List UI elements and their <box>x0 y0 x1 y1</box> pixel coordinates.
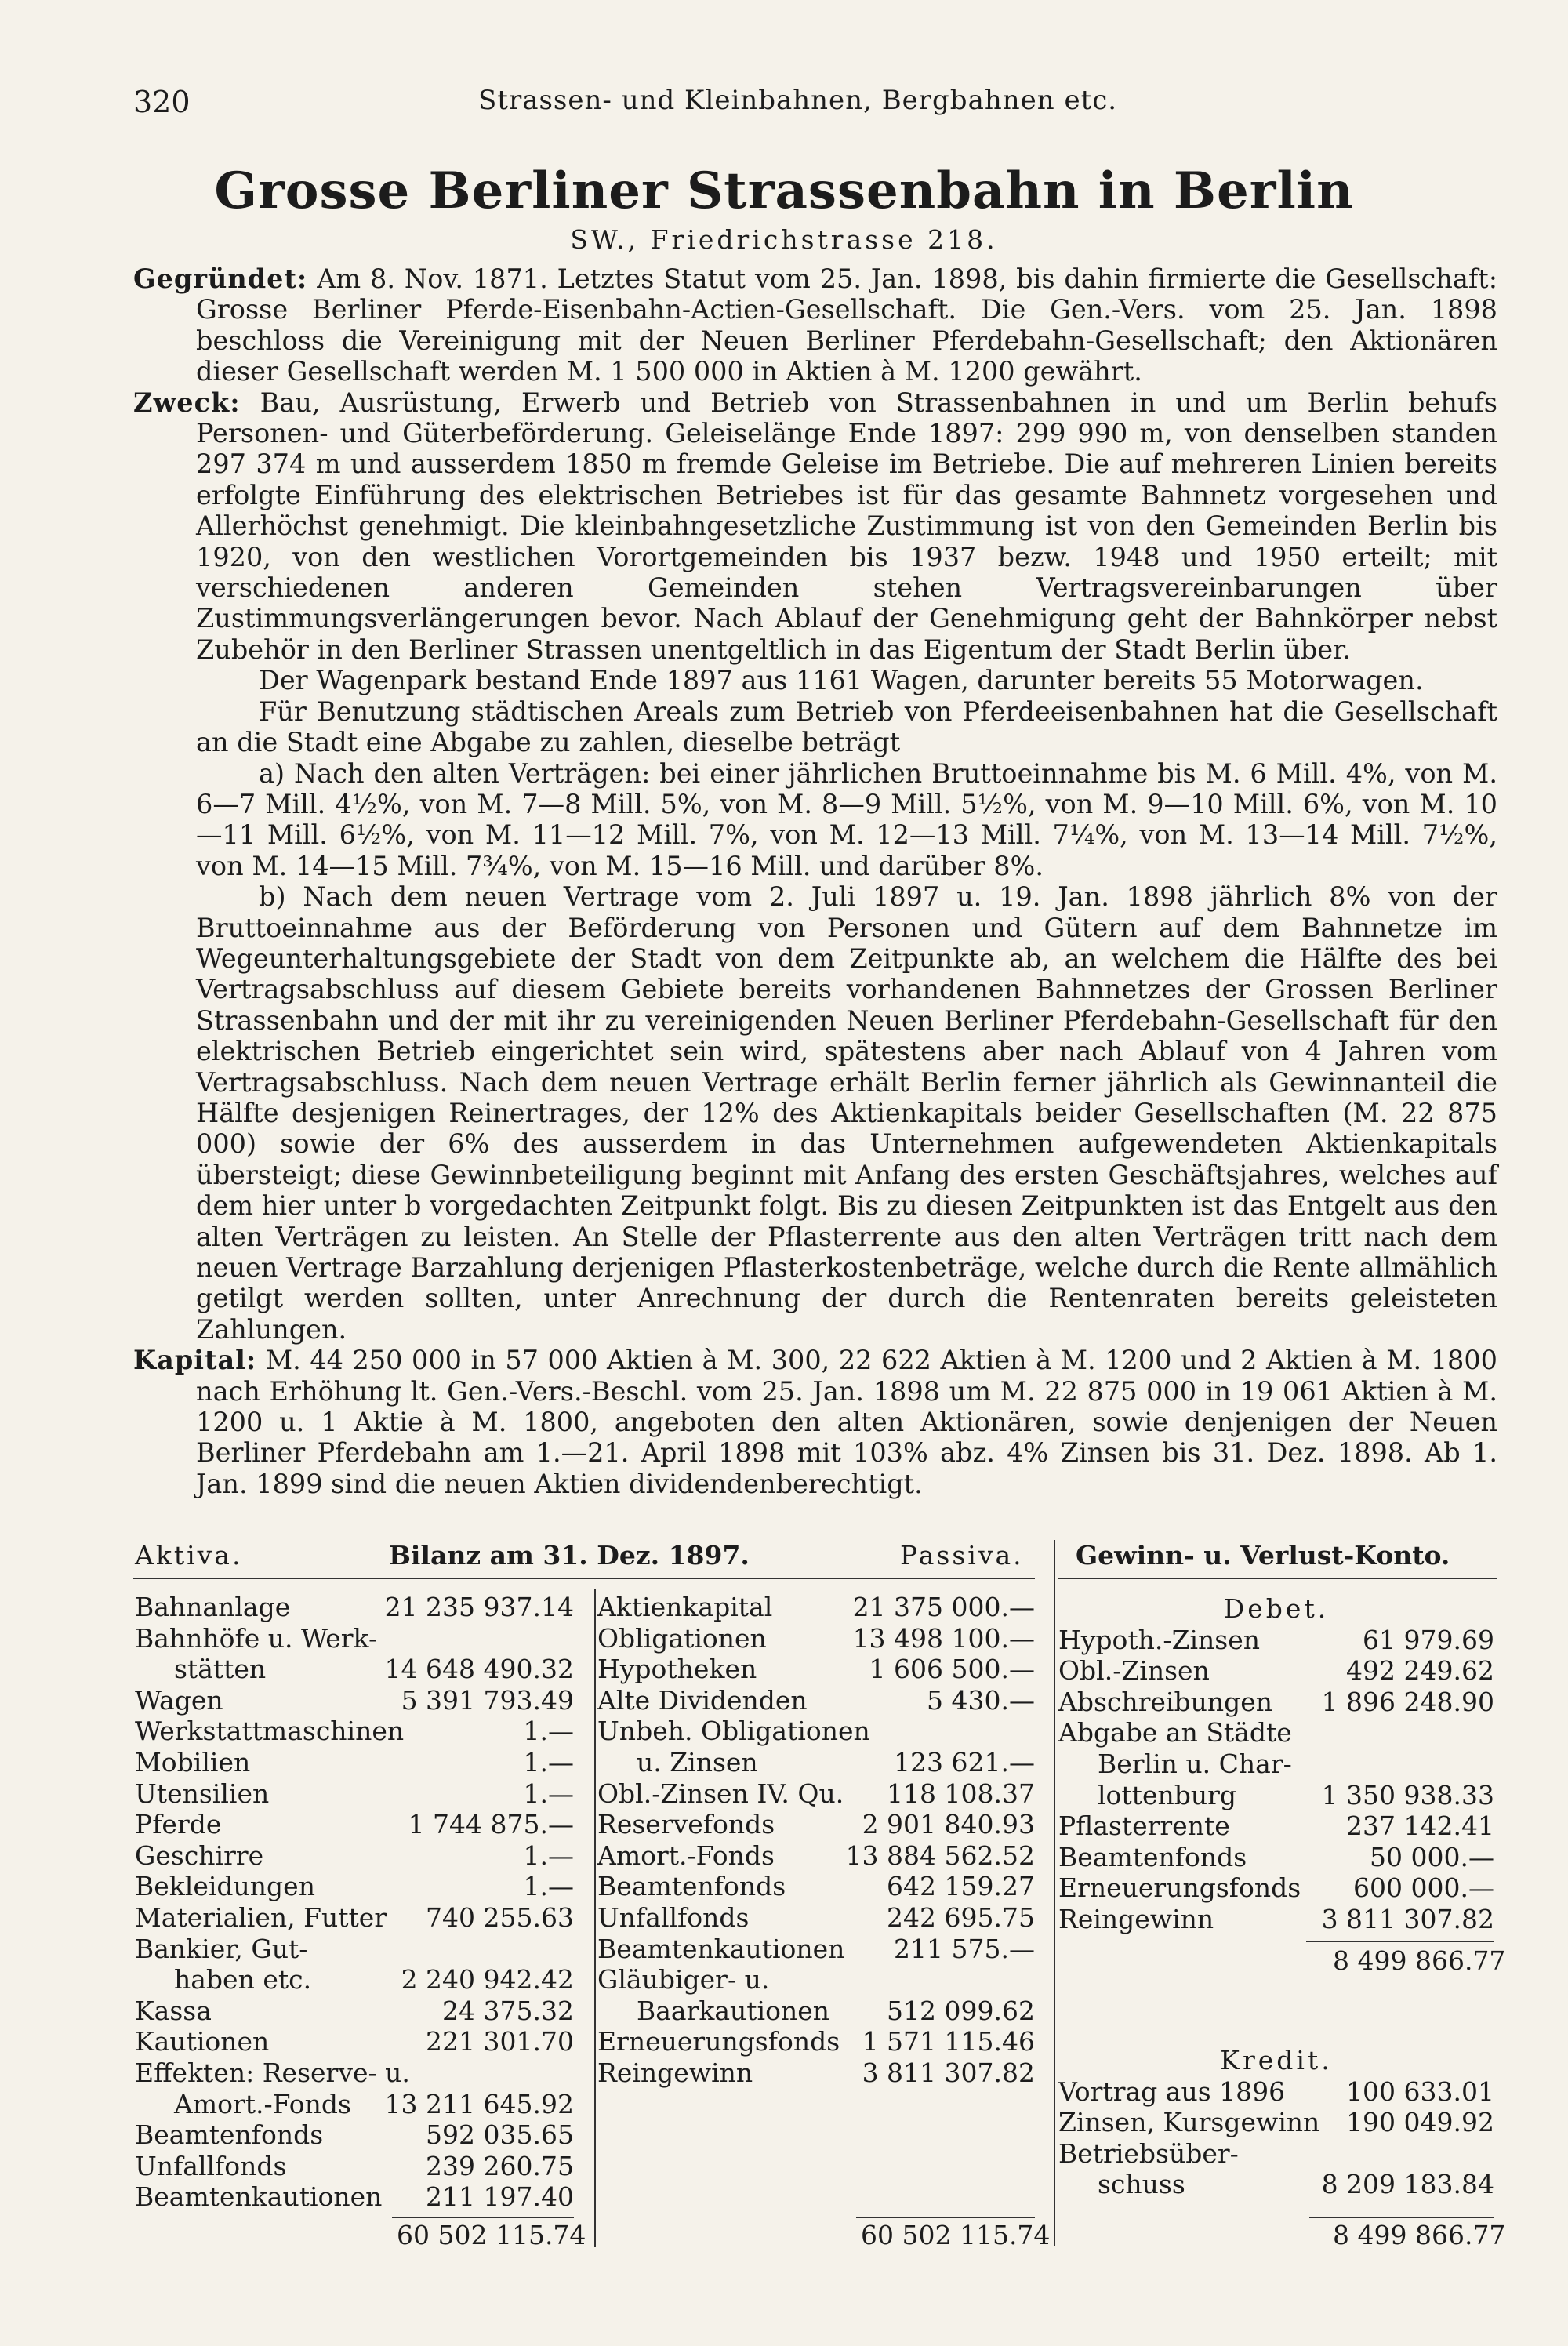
ledger-item-value: 8 209 183.84 <box>1321 2169 1494 2200</box>
kredit-total: 8 499 866.77 <box>1333 2220 1506 2250</box>
zweck-label: Zweck: <box>133 387 241 418</box>
ledger-item-name: Beamtenkautionen <box>135 2181 383 2213</box>
ledger-row <box>597 1964 1035 1996</box>
ledger-row <box>1058 1872 1494 1904</box>
ledger-item-value: 2 901 840.93 <box>862 1809 1035 1840</box>
kredit-heading: Kredit. <box>1220 2045 1333 2075</box>
ledger-item-value: 13 211 645.92 <box>384 2088 574 2119</box>
ledger-item-value: 100 633.01 <box>1346 2075 1494 2107</box>
abgabe-b-paragraph: b) Nach dem neuen Vertrage vom 2. Juli 1897 u. 19. Jan. 1898 jährlich 8% von der Bruttoeinnahme aus der Beförderung von Personen und Gütern auf dem Bahnnetze im Wegeunterhaltungsgebiete der Stadt von dem Zeitpunkte ab, an welchem die Hälfte des bei Vertragsabschluss auf diesem Gebiete bereits vorhandenen Bahnnetzes der Grossen Berliner Strassenbahn und der mit ihr zu vereinigenden Neuen Berliner Pferdebahn-Gesellschaft für den elektrischen Betrieb eingerichtet sein wird, spätestens aber nach Ablauf von 4 Jahren vom Vertragsabschluss. Nach dem neuen Vertrage erhält Berlin ferner jährlich als Gewinnanteil die Hälfte desjenigen Reinertrages, der 12% des Aktienkapitals beider Gesellschaften (M. 22 875 000) sowie der 6% des ausserdem in das Unternehmen aufgewendeten Aktienkapitals übersteigt; diese Gewinnbeteiligung beginnt mit Anfang des ersten Geschäftsjahres, welches auf dem hier unter b vorgedachten Zeitpunkt folgt. Bis zu diesen Zeitpunkten ist das Entgelt aus den alten Verträgen zu leisten. An Stelle der Pflasterrente aus den alten Verträgen tritt nach dem neuen Vertrage Barzahlung derjenigen Pflasterkostenbeträge, welche durch die Rente allmählich getilgt werden sollten, unter Anrechnung der durch die Rentenraten bereits geleisteten Zahlungen. <box>196 881 1497 1345</box>
ledger-item-name: Utensilien <box>135 1778 270 1809</box>
ledger-row <box>597 1809 1035 1840</box>
bilanz-gewinn-divider <box>1054 1540 1055 2246</box>
ledger-item-value: 5 430.— <box>927 1684 1035 1716</box>
zweck-text: Bau, Ausrüstung, Erwerb und Betrieb von Strassenbahnen in und um Berlin behufs Personen- und Güterbeförderung. Geleiselänge Ende 1897: 299 990 m, von denselben standen 297 374 m und ausserdem 1850 m fremde Geleise im Betriebe. Die auf mehreren Linien bereits erfolgte Einführung des elektrischen Betriebes ist für das gesamte Bahnnetz vorgesehen und Allerhöchst genehmigt. Die kleinbahngesetzliche Zustimmung ist von den Gemeinden Berlin bis 1920, von den westlichen Vorortgemeinden bis 1937 bezw. 1948 und 1950 erteilt; mit verschiedenen anderen Gemeinden stehen Vertragsvereinbarungen über Zustimmungsverlängerungen bevor. Nach Ablauf der Genehmigung geht der Bahnkörper nebst Zubehör in den Berliner Strassen unentgeltlich in das Eigentum der Stadt Berlin über. <box>196 387 1497 665</box>
ledger-item-value: 1 571 115.46 <box>862 2026 1035 2057</box>
ledger-item-name: Betriebsüber- <box>1058 2137 1239 2169</box>
ledger-row <box>597 2026 1035 2057</box>
debet-heading: Debet. <box>1223 1593 1330 1624</box>
ledger-item-name: Beamtenkautionen <box>597 1933 845 1964</box>
ledger-row <box>597 1934 1035 1965</box>
ledger-row <box>1058 2076 1494 2108</box>
ledger-row <box>135 1654 574 1685</box>
ledger-item-name: Bahnhöfe u. Werk- <box>135 1622 378 1654</box>
ledger-item-value: 1 350 938.33 <box>1321 1779 1494 1810</box>
ledger-item-name: Abschreibungen <box>1058 1686 1273 1717</box>
ledger-item-value: 2 240 942.42 <box>401 1964 574 1996</box>
ledger-item-name: Unbeh. Obligationen <box>597 1716 870 1747</box>
ledger-item-value: 221 301.70 <box>426 2026 574 2057</box>
ledger-item-name: Alte Dividenden <box>597 1684 808 1716</box>
ledger-item-value: 24 375.32 <box>442 1995 574 2026</box>
running-title: Strassen- und Kleinbahnen, Bergbahnen etc. <box>478 85 1118 116</box>
ledger-row <box>1058 1810 1494 1842</box>
bilanz-rule <box>133 1578 1035 1579</box>
ledger-row <box>597 2057 1035 2089</box>
ledger-item-name: Hypoth.-Zinsen <box>1058 1624 1261 1655</box>
ledger-item-value: 21 375 000.— <box>852 1592 1035 1622</box>
kapital-text: M. 44 250 000 in 57 000 Aktien à M. 300, 22 622 Aktien à M. 1200 und 2 Aktien à M. 1800 nach Erhöhung lt. Gen.-Vers.-Beschl. vom 25. Jan. 1898 um M. 22 875 000 in 19 061 Aktien à M. 1200 u. 1 Aktie à M. 1800, angeboten den alten Aktionären, sowie denjenigen der Neuen Berliner Pferdebahn am 1.—21. April 1898 mit 103% abz. 4% Zinsen bis 31. Dez. 1898. Ab 1. Jan. 1899 sind die neuen Aktien dividendenberechtigt. <box>196 1345 1497 1499</box>
ledger-item-name: Mobilien <box>135 1746 251 1778</box>
ledger-item-name: Bankier, Gut- <box>135 1933 308 1964</box>
abgabe-a-paragraph: a) Nach den alten Verträgen: bei einer jährlichen Bruttoeinnahme bis M. 6 Mill. 4%, von M. 6—7 Mill. 4½%, von M. 7—8 Mill. 5%, von M. 8—9 Mill. 5½%, von M. 9—10 Mill. 6%, von M. 10—11 Mill. 6½%, von M. 11—12 Mill. 7%, von M. 12—13 Mill. 7¼%, von M. 13—14 Mill. 7½%, von M. 14—15 Mill. 7¾%, von M. 15—16 Mill. und darüber 8%. <box>196 757 1497 881</box>
ledger-item-value: 1.— <box>523 1871 574 1902</box>
ledger-item-name: Baarkautionen <box>637 1995 830 2026</box>
ledger-row <box>135 1934 574 1965</box>
ledger-row <box>597 1592 1035 1623</box>
ledger-row <box>135 2026 574 2057</box>
ledger-item-name: Wagen <box>135 1684 223 1716</box>
ledger-item-value: 1 896 248.90 <box>1321 1686 1494 1717</box>
ledger-item-value: 211 197.40 <box>426 2181 574 2213</box>
kapital-paragraph <box>133 1345 1497 1499</box>
ledger-item-name: Hypotheken <box>597 1654 757 1685</box>
ledger-row <box>597 1996 1035 2027</box>
ledger-item-name: haben etc. <box>174 1964 312 1996</box>
ledger-row <box>1058 2138 1494 2170</box>
ledger-item-name: Pflasterrente <box>1058 1810 1230 1842</box>
ledger-item-name: Abgabe an Städte <box>1058 1717 1292 1749</box>
ledger-item-value: 642 159.27 <box>887 1871 1035 1902</box>
debet-sum-rule <box>1306 1941 1494 1942</box>
ledger-item-value: 239 260.75 <box>426 2150 574 2181</box>
aktiva-heading: Aktiva. <box>135 1540 243 1571</box>
ledger-row <box>135 2089 574 2120</box>
ledger-row <box>597 1902 1035 1934</box>
kredit-sum-rule <box>1309 2217 1494 2218</box>
ledger-row <box>135 2151 574 2182</box>
kredit-section <box>1058 2045 1494 2200</box>
ledger-item-value: 3 811 307.82 <box>1321 1903 1494 1934</box>
page-header <box>133 85 1497 132</box>
ledger-item-name: Amort.-Fonds <box>597 1839 775 1871</box>
ledger-row <box>135 1716 574 1747</box>
gewinn-rule <box>1058 1578 1497 1579</box>
debet-list <box>1058 1625 1494 1935</box>
ledger-row <box>135 2119 574 2151</box>
ledger-item-value: 237 142.41 <box>1346 1810 1494 1842</box>
aktiva-sum-rule <box>392 2217 574 2218</box>
company-description <box>133 263 1497 1499</box>
ledger-item-name: Effekten: Reserve- u. <box>135 2057 410 2088</box>
ledger-item-name: Amort.-Fonds <box>174 2088 351 2119</box>
ledger-item-name: Beamtenfonds <box>597 1871 786 1902</box>
ledger-item-value: 1 606 500.— <box>869 1654 1035 1685</box>
ledger-row <box>135 1778 574 1810</box>
ledger-item-value: 1.— <box>523 1839 574 1871</box>
ledger-row <box>135 1996 574 2027</box>
ledger-item-value: 492 249.62 <box>1346 1655 1494 1687</box>
ledger-row <box>1058 1625 1494 1656</box>
ledger-row <box>1058 1780 1494 1811</box>
gewinn-title: Gewinn- u. Verlust-Konto. <box>1076 1540 1450 1571</box>
ledger-item-value: 5 391 793.49 <box>401 1684 574 1716</box>
ledger-item-name: lottenburg <box>1098 1779 1237 1810</box>
passiva-list <box>597 1592 1035 2089</box>
ledger-row <box>597 1685 1035 1716</box>
ledger-item-name: Obl.-Zinsen <box>1058 1655 1210 1687</box>
ledger-row <box>135 1964 574 1996</box>
ledger-row <box>597 1840 1035 1872</box>
ledger-item-value: 190 049.92 <box>1346 2107 1494 2138</box>
ledger-row <box>135 1623 574 1654</box>
ledger-row <box>135 2057 574 2089</box>
ledger-item-name: Bahnanlage <box>135 1592 291 1622</box>
ledger-item-name: Reingewinn <box>1058 1903 1214 1934</box>
wagenpark-paragraph: Der Wagenpark bestand Ende 1897 aus 1161 Wagen, darunter bereits 55 Motorwagen. <box>259 665 1424 696</box>
ledger-item-name: Beamtenfonds <box>135 2119 324 2151</box>
ledger-item-value: 512 099.62 <box>887 1995 1035 2026</box>
gegruendet-paragraph <box>133 263 1497 387</box>
aktiva-total: 60 502 115.74 <box>397 2220 586 2250</box>
ledger-item-name: Reservefonds <box>597 1809 775 1840</box>
ledger-row <box>135 1871 574 1902</box>
ledger-item-name: schuss <box>1098 2169 1185 2200</box>
ledger-item-name: Erneuerungsfonds <box>597 2026 840 2057</box>
ledger-item-value: 13 498 100.— <box>852 1622 1035 1654</box>
ledger-item-value: 1.— <box>523 1778 574 1809</box>
ledger-item-value: 14 648 490.32 <box>384 1654 574 1685</box>
ledger-row <box>1058 1717 1494 1749</box>
ledger-item-value: 3 811 307.82 <box>862 2057 1035 2088</box>
kredit-list <box>1058 2076 1494 2200</box>
ledger-row <box>135 1809 574 1840</box>
ledger-item-value: 242 695.75 <box>887 1901 1035 1933</box>
ledger-item-name: Reingewinn <box>597 2057 753 2088</box>
ledger-item-value: 740 255.63 <box>426 1901 574 1933</box>
ledger-item-name: Geschirre <box>135 1839 264 1871</box>
ledger-item-value: 211 575.— <box>894 1933 1035 1964</box>
ledger-row <box>1058 1687 1494 1718</box>
passiva-sum-rule <box>856 2217 1035 2218</box>
ledger-item-name: Materialien, Futter <box>135 1901 387 1933</box>
ledger-item-value: 592 035.65 <box>426 2119 574 2151</box>
company-title: Grosse Berliner Strassenbahn in Berlin <box>214 162 1354 220</box>
ledger-row <box>135 1840 574 1872</box>
ledger-item-value: 118 108.37 <box>887 1778 1035 1809</box>
company-address: SW., Friedrichstrasse 218. <box>570 224 998 255</box>
ledger-item-name: Werkstattmaschinen <box>135 1716 405 1747</box>
ledger-item-name: Bekleidungen <box>135 1871 315 1902</box>
ledger-row <box>597 1747 1035 1778</box>
ledger-row <box>1058 2169 1494 2200</box>
ledger-item-name: Unfallfonds <box>597 1901 750 1933</box>
ledger-item-name: Gläubiger- u. <box>597 1964 770 1996</box>
aktiva-list <box>135 1592 574 2213</box>
abgabe-paragraph: Für Benutzung städtischen Areals zum Betrieb von Pferdeeisenbahnen hat die Gesellschaft an die Stadt eine Abgabe zu zahlen, dieselbe beträgt <box>196 695 1497 758</box>
ledger-item-name: Beamtenfonds <box>1058 1841 1247 1872</box>
ledger-row <box>1058 1655 1494 1687</box>
ledger-item-name: Obligationen <box>597 1622 767 1654</box>
ledger-item-value: 600 000.— <box>1353 1872 1494 1904</box>
ledger-item-value: 1 744 875.— <box>408 1809 574 1840</box>
ledger-item-value: 1.— <box>523 1716 574 1747</box>
kapital-label: Kapital: <box>133 1345 257 1376</box>
ledger-row <box>597 1623 1035 1654</box>
bilanz-title: Bilanz am 31. Dez. 1897. <box>389 1540 750 1571</box>
ledger-item-name: Kassa <box>135 1995 212 2026</box>
ledger-row <box>597 1778 1035 1810</box>
ledger-row <box>1058 1842 1494 1873</box>
ledger-row <box>135 1592 574 1623</box>
ledger-row <box>1058 1749 1494 1780</box>
ledger-row <box>597 1871 1035 1902</box>
ledger-item-value: 13 884 562.52 <box>845 1839 1035 1871</box>
ledger-item-name: stätten <box>174 1654 267 1685</box>
page-number: 320 <box>133 85 191 119</box>
ledger-item-name: Vortrag aus 1896 <box>1058 2075 1286 2107</box>
ledger-item-value: 50 000.— <box>1370 1841 1494 1872</box>
gegruendet-label: Gegründet: <box>133 263 308 294</box>
ledger-row <box>1058 1904 1494 1935</box>
ledger-row <box>135 1685 574 1716</box>
ledger-item-value: 61 979.69 <box>1363 1624 1494 1655</box>
ledger-row <box>135 2181 574 2213</box>
gegruendet-text: Am 8. Nov. 1871. Letztes Statut vom 25. Jan. 1898, bis dahin firmierte die Gesellschaft: Grosse Berliner Pferde-Eisenbahn-Actien-Gesellschaft. Die Gen.-Vers. vom 25. Jan. 1898 beschloss die Vereinigung mit der Neuen Berliner Pferdebahn-Gesellschaft; den Aktionären dieser Gesellschaft werden M. 1 500 000 in Aktien à M. 1200 gewährt. <box>196 263 1497 387</box>
ledger-item-name: Erneuerungsfonds <box>1058 1872 1301 1904</box>
ledger-item-name: Unfallfonds <box>135 2150 287 2181</box>
ledger-item-name: Aktienkapital <box>597 1592 773 1622</box>
ledger-item-name: Pferde <box>135 1809 222 1840</box>
ledger-row <box>1058 2107 1494 2138</box>
ledger-item-name: u. Zinsen <box>637 1746 758 1778</box>
ledger-item-value: 1.— <box>523 1746 574 1778</box>
ledger-item-name: Zinsen, Kursgewinn <box>1058 2107 1320 2138</box>
passiva-heading: Passiva. <box>900 1540 1024 1571</box>
ledger-item-name: Berlin u. Char- <box>1098 1748 1292 1779</box>
ledger-item-value: 123 621.— <box>894 1746 1035 1778</box>
ledger-row <box>135 1747 574 1778</box>
passiva-total: 60 502 115.74 <box>861 2220 1051 2250</box>
ledger-row <box>135 1902 574 1934</box>
ledger-row <box>597 1654 1035 1685</box>
ledger-item-name: Obl.-Zinsen IV. Qu. <box>597 1778 844 1809</box>
ledger-item-name: Kautionen <box>135 2026 270 2057</box>
bilanz-divider <box>594 1589 596 2247</box>
debet-total: 8 499 866.77 <box>1333 1945 1506 1976</box>
ledger-row <box>597 1716 1035 1747</box>
debet-section <box>1058 1593 1494 1935</box>
ledger-item-value: 21 235 937.14 <box>384 1592 574 1622</box>
zweck-paragraph <box>133 387 1497 666</box>
